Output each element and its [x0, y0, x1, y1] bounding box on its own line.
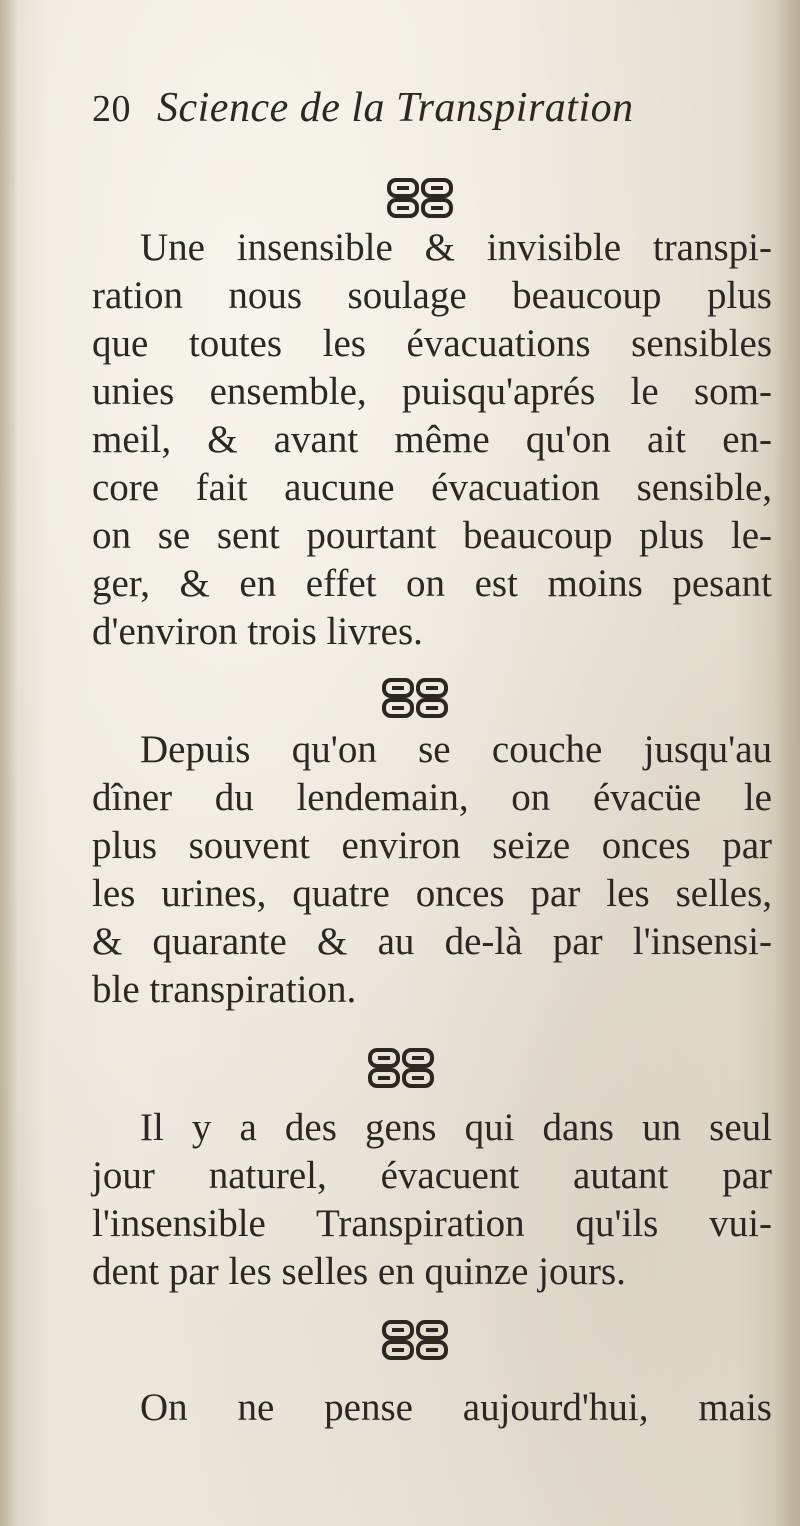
text-line: Il y a des gens qui dans un seul	[140, 1106, 772, 1149]
text-line: dîner du lendemain, on évacüe le	[92, 776, 772, 819]
text-line: l'insensible Transpiration qu'ils vui-	[92, 1202, 772, 1245]
text-line: ration nous soulage beaucoup plus	[92, 274, 772, 317]
text-line: core fait aucune évacuation sensible,	[92, 466, 772, 509]
text-line: unies ensemble, puisqu'aprés le som-	[92, 370, 772, 413]
text-line: on se sent pourtant beaucoup plus le-	[92, 514, 772, 557]
fleuron-ornament-icon	[380, 1318, 450, 1362]
text-line: les urines, quatre onces par les selles,	[92, 872, 772, 915]
text-line: Une insensible & invisible transpi-	[140, 226, 772, 269]
text-line: meil, & avant même qu'on ait en-	[92, 418, 772, 461]
paragraph-4	[92, 1384, 772, 1432]
text-line: jour naturel, évacuent autant par	[92, 1154, 772, 1197]
fleuron-ornament-icon	[385, 176, 455, 220]
paragraph-2	[92, 726, 772, 1014]
running-title: Science de la Transpiration	[157, 85, 634, 131]
text-line: ble transpiration.	[92, 968, 357, 1011]
text-line: & quarante & au de-là par l'insensi-	[92, 920, 772, 963]
running-header	[92, 84, 712, 144]
fleuron-ornament-icon	[366, 1046, 436, 1090]
text-line: On ne pense aujourd'hui, mais	[140, 1386, 772, 1429]
paragraph-1	[92, 224, 772, 656]
page-gutter-shadow	[0, 0, 18, 1526]
fleuron-ornament-icon	[380, 676, 450, 720]
page-edge-shadow	[774, 0, 800, 1526]
text-line: Depuis qu'on se couche jusqu'au	[140, 728, 772, 771]
paragraph-3	[92, 1104, 772, 1296]
text-line: ger, & en effet on est moins pesant	[92, 562, 772, 605]
page-number: 20	[92, 88, 131, 130]
text-line: d'environ trois livres.	[92, 610, 423, 653]
text-line: que toutes les évacuations sensibles	[92, 322, 772, 365]
text-line: dent par les selles en quinze jours.	[92, 1250, 626, 1293]
text-line: plus souvent environ seize onces par	[92, 824, 772, 867]
